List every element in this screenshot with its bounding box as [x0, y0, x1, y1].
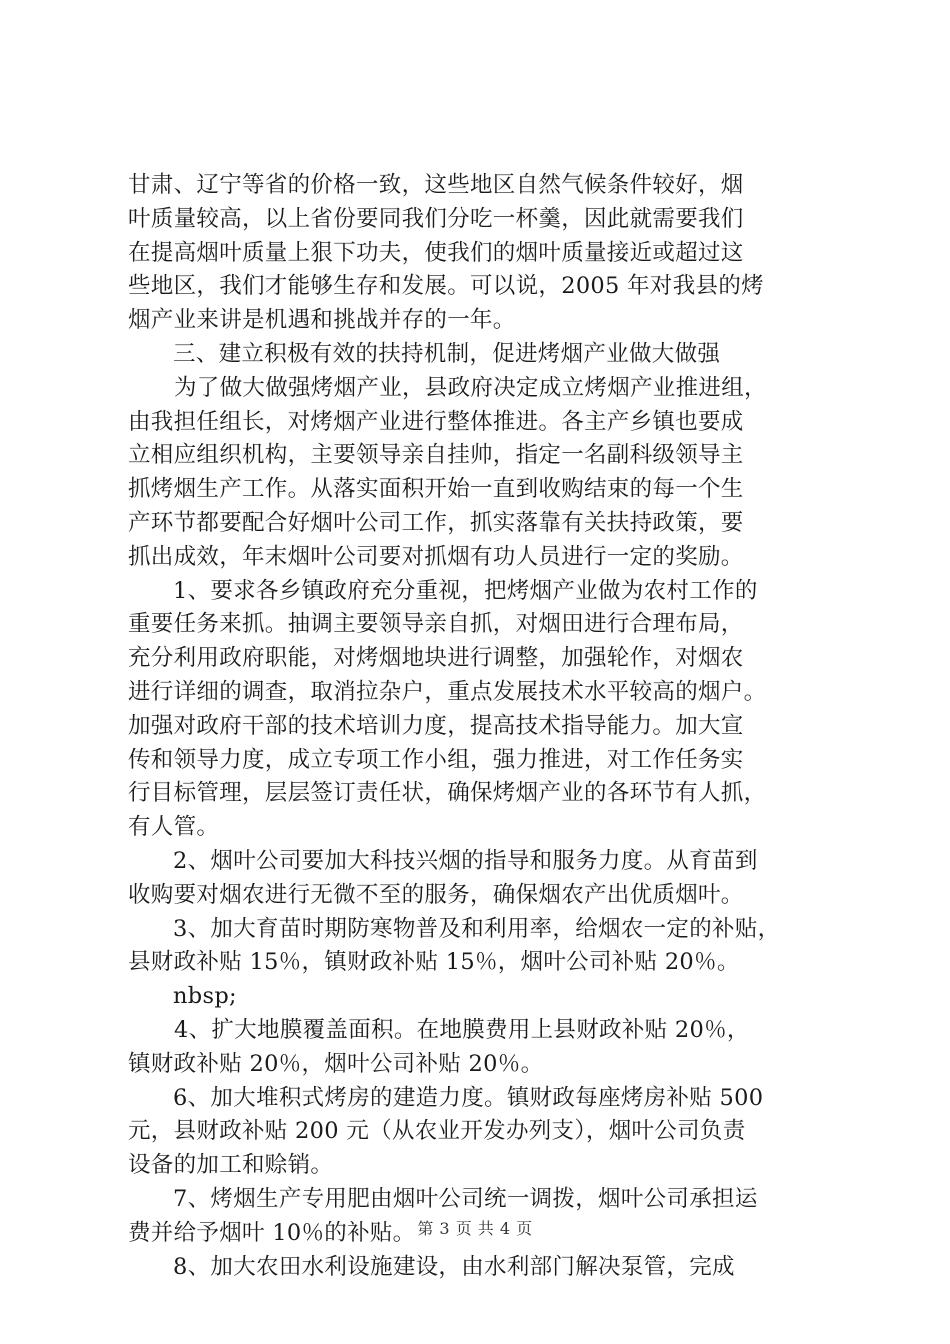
- text-line: 1、要求各乡镇政府充分重视，把烤烟产业做为农村工作的: [173, 577, 758, 604]
- text-line: 费并给予烟叶 10％的补贴。: [128, 1219, 416, 1246]
- text-line: 加强对政府干部的技术培训力度，提高技术指导能力。加大宣: [128, 712, 744, 739]
- text-line: 7、烤烟生产专用肥由烟叶公司统一调拨，烟叶公司承担运: [173, 1185, 758, 1212]
- text-line: 有人管。: [128, 814, 220, 841]
- text-line: 烟产业来讲是机遇和挑战并存的一年。: [128, 307, 516, 334]
- text-line: 重要任务来抓。抽调主要领导亲自抓，对烟田进行合理布局，: [128, 611, 744, 638]
- text-line: 行目标管理，层层签订责任状，确保烤烟产业的各环节有人抓，: [128, 780, 767, 807]
- text-line: 立相应组织机构，主要领导亲自挂帅，指定一名副科级领导主: [128, 442, 744, 469]
- text-line: 镇财政补贴 20％，烟叶公司补贴 20％。: [128, 1050, 544, 1077]
- text-line: 产环节都要配合好烟叶公司工作，抓实落靠有关扶持政策，要: [128, 509, 744, 536]
- text-line: 元，县财政补贴 200 元（从农业开发办列支），烟叶公司负责: [128, 1118, 746, 1145]
- text-line: 收购要对烟农进行无微不至的服务，确保烟农产出优质烟叶。: [128, 881, 744, 908]
- text-line: 抓出成效，年末烟叶公司要对抓烟有功人员进行一定的奖励。: [128, 543, 744, 570]
- text-line: 由我担任组长，对烤烟产业进行整体推进。各主产乡镇也要成: [128, 408, 744, 435]
- text-line: 在提高烟叶质量上狠下功夫，使我们的烟叶质量接近或超过这: [128, 239, 744, 266]
- text-line: 8、加大农田水利设施建设，由水利部门解决泵管，完成: [173, 1253, 735, 1280]
- text-line: 些地区，我们才能够生存和发展。可以说，2005 年对我县的烤: [128, 273, 764, 300]
- text-line: 抓烤烟生产工作。从落实面积开始一直到收购结束的每一个生: [128, 476, 744, 503]
- text-line: 甘肃、辽宁等省的价格一致，这些地区自然气候条件较好，烟: [128, 172, 744, 198]
- text-line: 设备的加工和赊销。: [128, 1152, 334, 1179]
- text-line: 进行详细的调查，取消拉杂户，重点发展技术水平较高的烟户。: [128, 678, 767, 705]
- text-line: 叶质量较高，以上省份要同我们分吃一杯羹，因此就需要我们: [128, 205, 744, 232]
- text-line: 为了做大做强烤烟产业，县政府决定成立烤烟产业推进组，: [174, 374, 767, 401]
- text-line: nbsp;: [173, 983, 237, 1010]
- page-footer: 第 3 页 共 4 页: [417, 1219, 533, 1238]
- text-line: 充分利用政府职能，对烤烟地块进行调整，加强轮作，对烟农: [128, 645, 744, 672]
- text-line: 传和领导力度，成立专项工作小组，强力推进，对工作任务实: [128, 746, 744, 773]
- document-body: [128, 169, 834, 1284]
- text-line: 6、加大堆积式烤房的建造力度。镇财政每座烤房补贴 500: [173, 1084, 764, 1111]
- text-line: 4、扩大地膜覆盖面积。在地膜费用上县财政补贴 20％，: [174, 1016, 750, 1043]
- text-line: 县财政补贴 15％，镇财政补贴 15％，烟叶公司补贴 20％。: [128, 949, 740, 976]
- text-line: 3、加大育苗时期防寒物普及和利用率，给烟农一定的补贴，: [173, 915, 781, 942]
- section-heading: 三、建立积极有效的扶持机制，促进烤烟产业做大做强: [173, 340, 721, 367]
- text-line: 2、烟叶公司要加大科技兴烟的指导和服务力度。从育苗到: [173, 847, 758, 874]
